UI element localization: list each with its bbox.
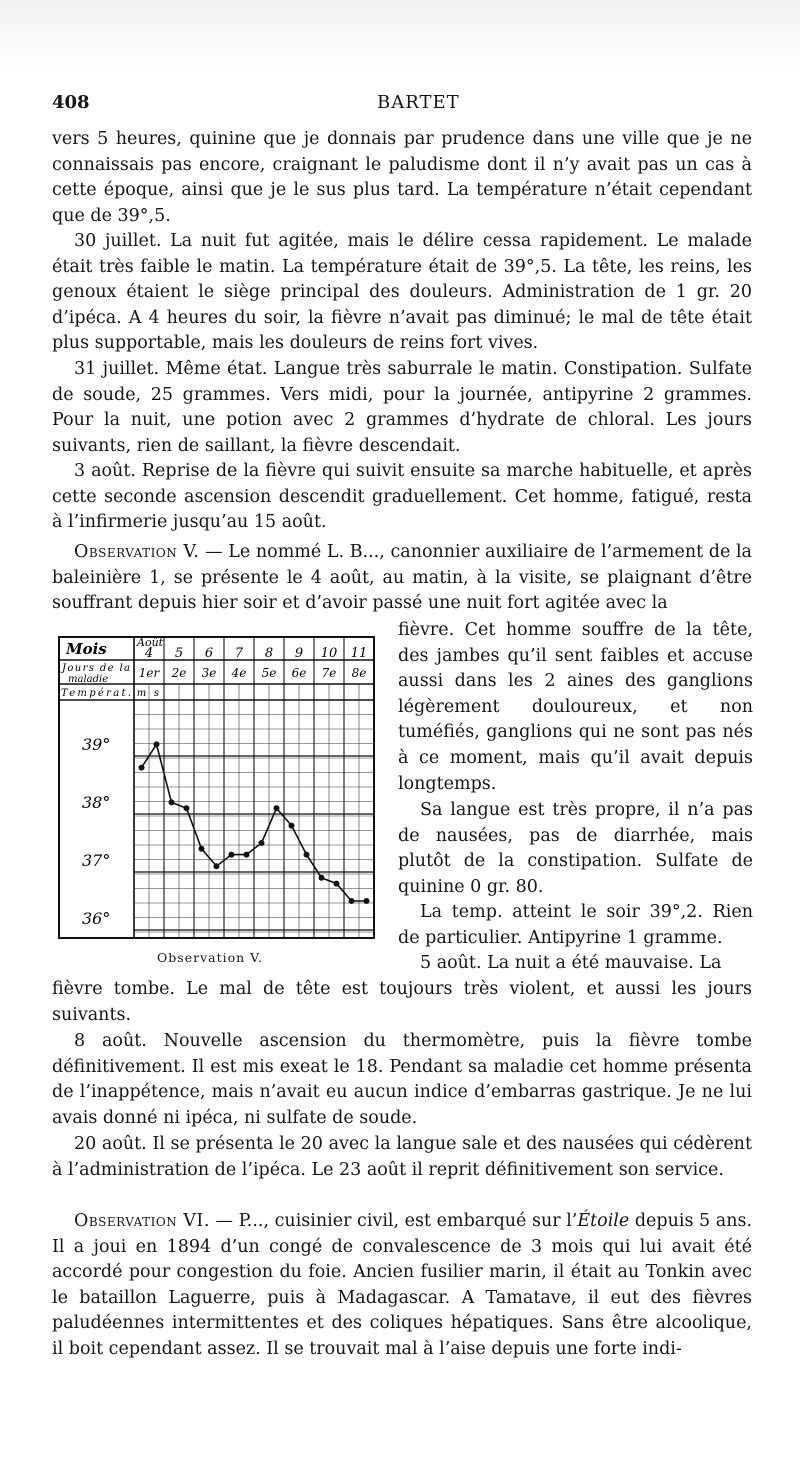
temperature-point [214, 863, 220, 869]
ship-name: Étoile [577, 1211, 630, 1231]
disease-day-label: 8e [351, 666, 367, 680]
row-label-temperature: Températ. [61, 688, 131, 699]
temperature-point [349, 898, 355, 904]
paragraph-observation-6 [52, 1209, 752, 1363]
temperature-point [364, 898, 370, 904]
disease-day-label: 1er [138, 666, 160, 680]
date-label: 7 [234, 646, 244, 661]
paragraph-8-aout: 8 août. Nouvelle ascension du thermomètre, puis la fièvre tombe définitivement. Il est mis exeat le 18. Pendant sa maladie cet homme présenta de l’inappétence, mais n’avait eu aucun indice d’embarras gastrique. Je ne lui avais donné ni ipéca, ni sulfate de soude. [52, 1031, 752, 1128]
temperature-point [289, 823, 295, 829]
observation-5-text: — Le nommé L. B..., canonnier auxiliaire de l’armement de la baleinière 1, se présente le 4 août, au matin, à la visite, se plaignant d’être souffrant depuis hier soir et d’avoir passé une nuit fort agitée avec la [52, 542, 752, 614]
paragraph-30-juillet: 30 juillet. La nuit fut agitée, mais le délire cessa rapidement. Le malade était très faible le matin. La température était de 39°,5. La tête, les reins, les genoux étaient le siège principal des douleurs. Administration de 1 gr. 20 d’ipéca. A 4 heures du soir, la fièvre n’avait pas diminué; le mal de tête était plus supportable, mais les douleurs de reins fort vives. [52, 231, 752, 354]
date-label: 9 [294, 646, 304, 661]
temperature-point [169, 799, 175, 805]
y-tick-label: 39° [82, 735, 111, 754]
temperature-point [184, 805, 190, 811]
observation-6-text-b: depuis 5 ans. Il a joui en 1894 d’un congé de convalescence de 3 mois qui lui avait été accordé pour congestion du foie. Ancien fusilier marin, il était au Tonkin avec le bataillon Laguerre, puis à Madagascar. A Tamatave, il eut des fièvres paludéennes intermittentes et des coliques hépatiques. Sans être alcoolique, il boit cependant assez. Il se trouvait mal à l’aise depuis une forte indi- [52, 1211, 753, 1359]
date-label: 5 [174, 646, 184, 661]
time-label: s [153, 688, 160, 699]
date-label: 8 [264, 646, 274, 661]
temperature-point [274, 805, 280, 811]
paragraph-observation-5 [52, 540, 752, 617]
temperature-point [304, 852, 310, 858]
running-head: BARTET [377, 92, 460, 113]
observation-5-label: Observation V. [74, 542, 200, 562]
month-label: Août [137, 636, 164, 649]
chart-caption: Observation V. [157, 950, 263, 965]
disease-day-label: 4e [231, 666, 247, 680]
y-tick-label: 37° [82, 851, 111, 870]
wrap-paragraph-4: 5 août. La nuit a été mauvaise. La [420, 953, 722, 973]
temperature-chart [58, 636, 378, 942]
paragraph-20-aout: 20 août. Il se présenta le 20 avec la langue sale et des nausées qui cédèrent à l’administration de l’ipéca. Le 23 août il reprit définitivement son service. [52, 1134, 752, 1180]
date-label: 4 [144, 646, 154, 661]
temperature-point [259, 840, 265, 846]
time-label: m [136, 688, 147, 699]
row-label-maladie: maladie [68, 674, 109, 685]
wrap-paragraph-2: Sa langue est très propre, il n’a pas de nausées, pas de diarrhée, mais plutôt de la constipation. Sulfate de quinine 0 gr. 80. [398, 800, 753, 897]
page-number: 408 [52, 92, 90, 113]
disease-day-label: 7e [321, 666, 337, 680]
date-label: 6 [204, 646, 214, 661]
temperature-point [244, 852, 250, 858]
row-label-mois: Mois [66, 640, 107, 658]
paragraph-fievre-tombe: fièvre tombe. Le mal de tête est toujours très violent, et aussi les jours suivants. [52, 979, 752, 1025]
temperature-point [229, 852, 235, 858]
temperature-point [154, 741, 160, 747]
date-label: 11 [350, 646, 368, 661]
page-header [52, 92, 752, 118]
disease-day-label: 5e [261, 666, 277, 680]
paragraph-3-aout: 3 août. Reprise de la fièvre qui suivit ensuite sa marche habituelle, et après cette seconde ascension descendit graduellement. Cet homme, fatigué, resta à l’infirmerie jusqu’au 15 août. [52, 461, 752, 533]
disease-day-label: 3e [201, 666, 217, 680]
observation-6-label: Observation VI. [74, 1211, 210, 1231]
disease-day-label: 2e [171, 666, 187, 680]
y-tick-label: 38° [82, 793, 111, 812]
temperature-point [199, 846, 205, 852]
y-tick-label: 36° [82, 909, 111, 928]
wrap-paragraph-1: fièvre. Cet homme souffre de la tête, des jambes qu’il sent faibles et accuse aussi dans les 2 aines des ganglions légèrement douloureux, et non tuméfiés, ganglions qui ne sont pas nés à ce moment, mais qu’il avait depuis longtemps. [398, 620, 753, 794]
temperature-point [139, 765, 145, 771]
temperature-chart-svg [58, 636, 378, 942]
temperature-point [319, 875, 325, 881]
wrap-paragraph-3: La temp. atteint le soir 39°,2. Rien de particulier. Antipyrine 1 gramme. [398, 902, 753, 948]
paragraph-31-juillet: 31 juillet. Même état. Langue très saburrale le matin. Constipation. Sulfate de soude, 25 grammes. Vers midi, pour la journée, antipyrine 2 grammes. Pour la nuit, une potion avec 2 grammes d’hydrate de chloral. Les jours suivants, rien de saillant, la fièvre descendait. [52, 359, 752, 456]
observation-6-text-a: — P..., cuisinier civil, est embarqué sur l’ [209, 1211, 578, 1231]
row-label-jours: Jours de la [62, 663, 130, 674]
temperature-point [334, 881, 340, 887]
scan-margin [0, 0, 800, 70]
disease-day-label: 6e [291, 666, 307, 680]
date-label: 10 [320, 646, 338, 661]
paragraph-1: vers 5 heures, quinine que je donnais par prudence dans une ville que je ne connaissais pas encore, craignant le paludisme dont il n’y avait pas un cas à cette époque, ainsi que je le sus plus tard. La température n’était cependant que de 39°,5. [52, 129, 752, 226]
